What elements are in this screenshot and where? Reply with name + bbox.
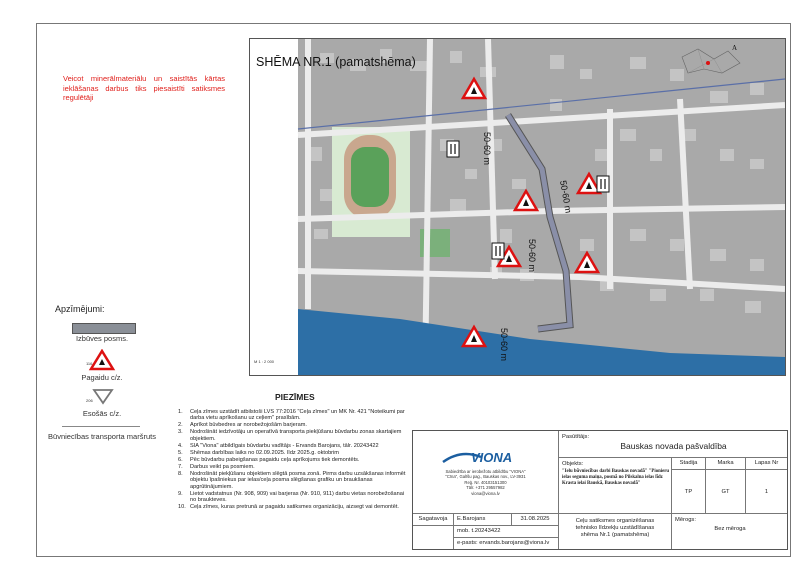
distance-label: 50-60 m [527, 239, 537, 273]
legend-temp-sign-label: Pagaidu c/z. [81, 373, 123, 382]
svg-text:116: 116 [86, 361, 93, 366]
north-arrow-label: A [732, 44, 738, 52]
prepared-label: Sagatavoja [413, 513, 453, 525]
map-title: SHĒMA NR.1 (pamatshēma) [256, 55, 416, 69]
legend-work-section-label: Izbūves posms. [75, 334, 129, 343]
note-item: 7. Darbus veikt pa posmiem. [178, 463, 255, 470]
legend-existing-sign-label: Esošās c/z. [82, 409, 122, 418]
map-svg [250, 39, 785, 375]
map-area [249, 38, 786, 376]
empty-cell [413, 525, 453, 549]
object-name: "Ielu būvniecības darbi Bauskas novadā" "Pionieru ielas seguma maiņa, posmā no Pilskalna ielas līdz Krasta ielai Bauskā, Bauskas novadā" [562, 469, 670, 486]
scale-label: Mērogs: [675, 517, 696, 523]
scale-value: Bez mēroga [714, 526, 746, 532]
legend-temp-sign-icon [86, 349, 116, 371]
mark-value: GT [705, 469, 745, 513]
note-item: 4. SIA "Viona" atbildīgais būvdarbu vadītājs - Ervands Barojans, tālr. 20243422 [178, 442, 379, 449]
object-cell [558, 457, 671, 513]
distance-label: 50-60 m [499, 328, 509, 362]
author: E.Barojans [453, 513, 511, 525]
mark-header: Marka [705, 457, 745, 469]
notes-list [178, 409, 406, 511]
client-label: Pasūtītājs: [562, 434, 590, 440]
email: e-pasts: ervands.barojans@viona.lv [453, 537, 558, 549]
svg-text:206: 206 [86, 398, 93, 403]
client-cell [558, 431, 787, 457]
note-item: 9. Lietot vadstatnus (Nr. 908, 909) vai barjeras (Nr. 910, 911) darbu vietas norobežošanai no braukteves. [178, 490, 405, 504]
stage-value: TP [671, 469, 705, 513]
distance-label: 50-60 m [558, 179, 574, 214]
notes-title: PIEZĪMES [275, 392, 315, 402]
date: 31.08.2025 [511, 513, 558, 525]
viona-logo [441, 445, 531, 467]
drawing-title: Ceļu satiksmes organizēšanas tehnisko līdzekļu uzstādīšanas shēma Nr.1 (pamatshēma) [558, 513, 671, 549]
note-item: 6. Pēc būvdarbu pabeigšanas pagaidu ceļa aprīkojums tiek demontēts. [178, 456, 360, 463]
legend-route-line [62, 426, 140, 427]
note-item: 5. Shēmas darbības laiks no 02.09.2025. līdz 2025.g. oktobrim [178, 449, 339, 456]
stage-header: Stadija [671, 457, 705, 469]
legend-title: Apzīmējumi: [55, 304, 105, 314]
company-block: VIONA Sabiedrība ar ierobežotu atbildību "VIONA" "Cīna", Galīšu pag., Bauskas nov., LV-3931 Reģ. Nr. 40103151300 Tālr. +371 29557982 viona@viona.lv [413, 431, 558, 513]
legend-existing-sign-icon [86, 388, 116, 406]
legend-work-section-swatch [72, 323, 136, 334]
note-item: 1. Ceļa zīmes uzstādīt atbilstoši LVS 77:2016 "Ceļa zīmes" un MK Nr. 421 "Noteikumi par darba vietu aprīkošanu uz ceļiem" prasībām. [178, 409, 405, 422]
client-name: Bauskas novada pašvaldība [620, 441, 727, 451]
title-block [412, 430, 788, 550]
phone: mob. t.20243422 [453, 525, 558, 537]
priority-sign [447, 141, 459, 157]
stadium-field [351, 147, 389, 207]
scale-cell [671, 513, 787, 549]
svg-text:VIONA: VIONA [470, 450, 512, 465]
distance-label: 50-60 m [482, 132, 492, 166]
page-header: Lapas Nr [745, 457, 787, 469]
legend-route-label: Būvniecības transporta maršruts [48, 432, 156, 441]
note-item: 2. Aprīkot būvbedres ar norobežojošām barjeram. [178, 422, 307, 429]
map-scale-label: M 1 : 2 000 [254, 359, 275, 364]
priority-sign [492, 243, 504, 259]
note-item: 8. Nodrošināt piekļūšanu objektiem slēgtā posma zonā. Pirms darbu uzsākšanas informēt objektu īpašniekus par ielas/ceļa posma slēgšanas grafiku un braukšanas apgrūtinājumiem. [178, 470, 406, 490]
priority-sign [597, 176, 609, 192]
note-item: 10. Ceļa zīmes, kuras pretrunā ar pagaidu satiksmes organizāciju, aizsegt vai demontēt. [178, 504, 399, 511]
page-value: 1 [745, 469, 787, 513]
warning-note: Veicot minerālmateriālu un saistītās kārtas ieklāšanas darbus tiks piesaistīti satiksmes regulētāji [63, 74, 225, 102]
note-item: 3. Nodrošināt iedzīvotāju un operatīvā transporta piekļūšanu būvdarbu zonas skartajiem objektiem. [178, 429, 402, 442]
object-label: Objekts: [562, 461, 584, 467]
